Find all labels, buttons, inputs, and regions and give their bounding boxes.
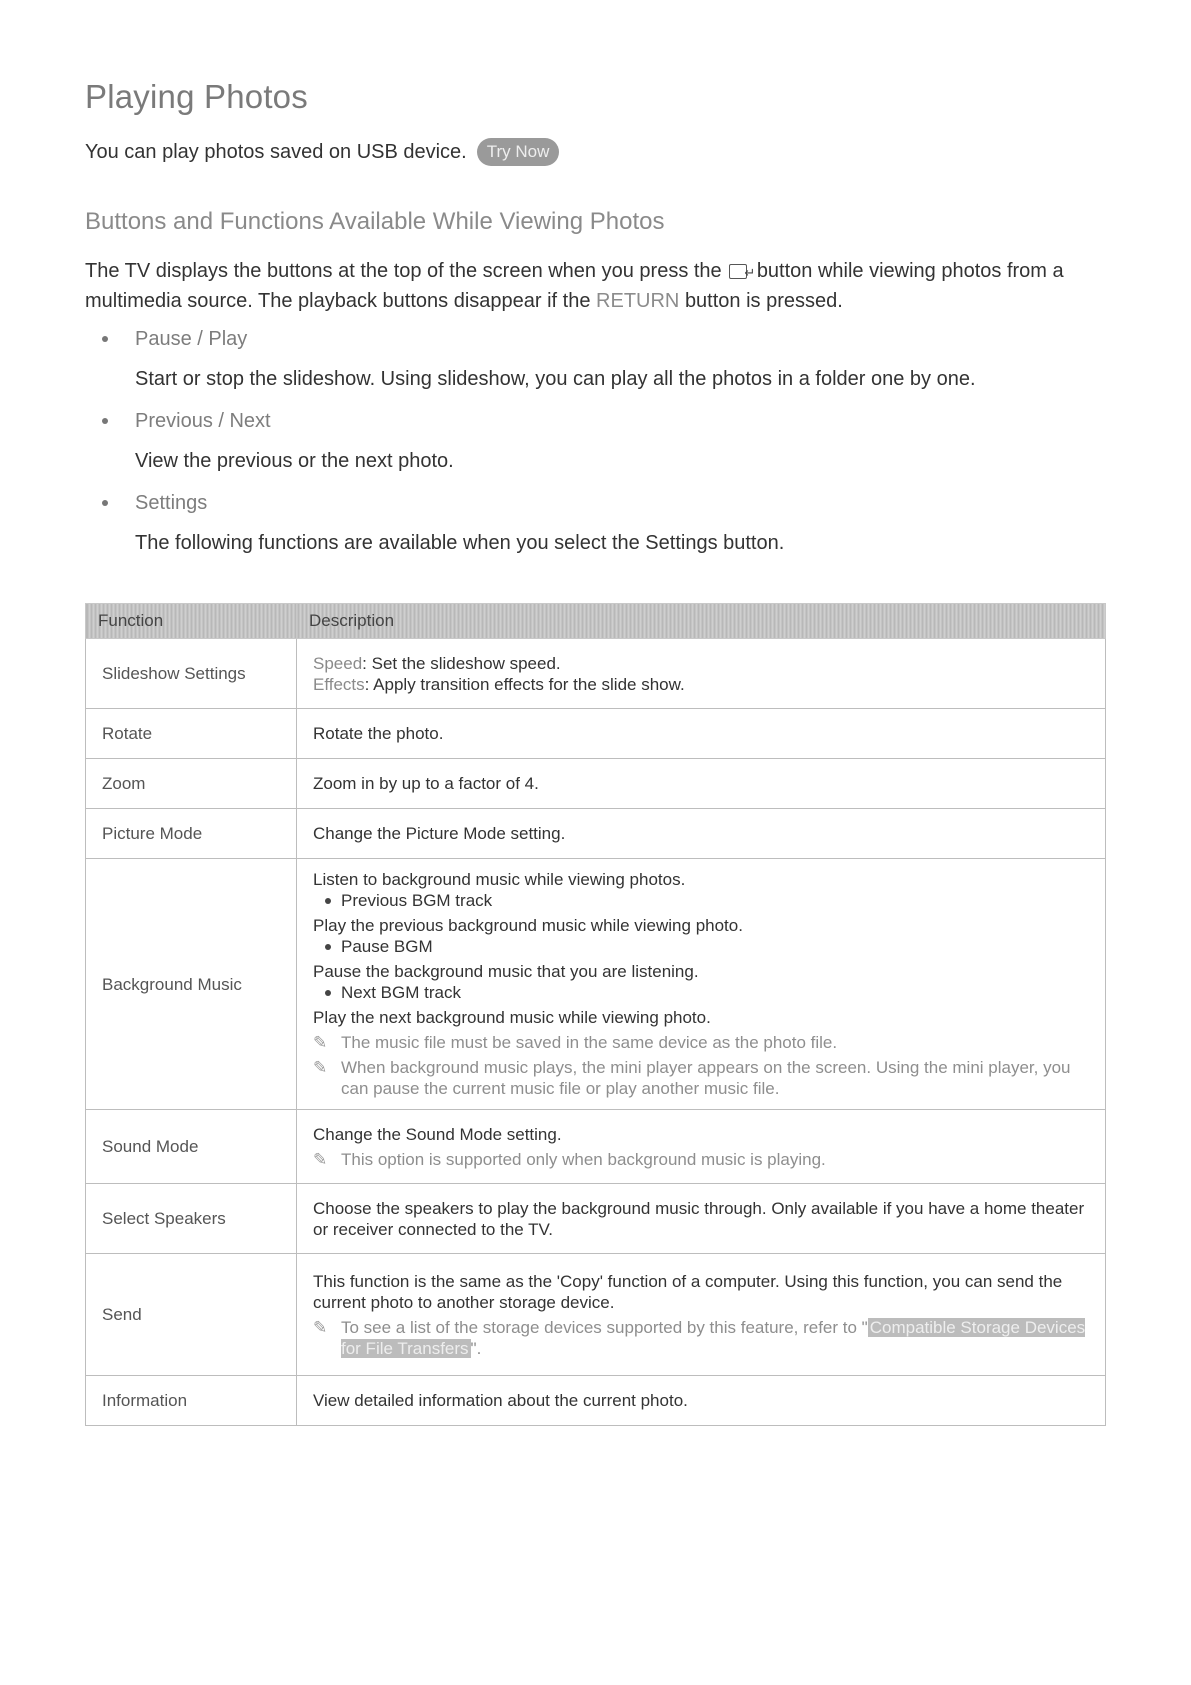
para-part1: The TV displays the buttons at the top of the screen when you press the (85, 260, 722, 282)
bgm-prev-desc: Play the previous background music while viewing photo. (313, 916, 743, 935)
tools-button-icon (729, 264, 747, 279)
item-description: The following functions are available when you select the Settings button. (135, 532, 785, 554)
bgm-pause-label: Pause BGM (313, 936, 1089, 957)
table-row (86, 859, 1106, 1110)
table-row (86, 639, 1106, 709)
function-description (297, 1254, 1106, 1376)
function-description: Change the Picture Mode setting. (297, 809, 1106, 859)
function-description (297, 1110, 1106, 1184)
speed-text: : Set the slideshow speed. (362, 653, 561, 673)
note-text: The music file must be saved in the same device as the photo file. (341, 1033, 838, 1052)
function-name: Sound Mode (86, 1110, 297, 1184)
table-row (86, 1110, 1106, 1184)
intro-line (85, 138, 1107, 166)
function-name: Send (86, 1254, 297, 1376)
note-text: This option is supported only when background music is playing. (341, 1149, 826, 1169)
item-description: View the previous or the next photo. (135, 450, 454, 472)
note-text-end: ". (470, 1338, 482, 1358)
pencil-icon: ✎ (313, 1317, 328, 1337)
description-text: Change the Sound Mode setting. (313, 1124, 562, 1144)
bullet-icon (102, 336, 108, 342)
pencil-icon: ✎ (313, 1058, 328, 1077)
bgm-next-label: Next BGM track (313, 982, 1089, 1003)
settings-table (85, 603, 1106, 1426)
table-row (86, 759, 1106, 809)
page-content (85, 78, 1107, 570)
function-description: Rotate the photo. (297, 709, 1106, 759)
bgm-prev-label: Previous BGM track (313, 890, 1089, 911)
speed-label: Speed (313, 653, 363, 673)
table-row (86, 1184, 1106, 1254)
function-name: Select Speakers (86, 1184, 297, 1254)
list-item (85, 324, 1107, 394)
function-list (85, 324, 1107, 558)
section-heading: Buttons and Functions Available While Viewing Photos (85, 208, 665, 235)
bullet-icon (102, 500, 108, 506)
function-name: Zoom (86, 759, 297, 809)
intro-text: You can play photos saved on USB device. (85, 140, 467, 163)
function-name: Information (86, 1376, 297, 1426)
header-function: Function (86, 604, 297, 639)
item-title: Settings (135, 492, 208, 514)
note (313, 1149, 1089, 1170)
para-part3: button is pressed. (684, 290, 843, 312)
function-description (297, 859, 1106, 1110)
note (313, 1032, 1089, 1053)
bgm-next-desc: Play the next background music while viewing photo. (313, 1008, 711, 1027)
intro-paragraph (85, 256, 1107, 316)
item-title: Previous / Next (135, 410, 271, 432)
note-text: When background music plays, the mini player appears on the screen. Using the mini player, you can pause the current music file or play another music file. (341, 1058, 1071, 1098)
para-part2: button while viewing photos from a multimedia source. The playback buttons disappear if the (85, 260, 1064, 312)
list-item (85, 406, 1107, 476)
table-row (86, 1376, 1106, 1426)
bullet-icon (102, 418, 108, 424)
page-title: Playing Photos (85, 78, 308, 115)
note (313, 1317, 1089, 1359)
function-description: Choose the speakers to play the background music through. Only available if you have a home theater or receiver connected to the TV. (297, 1184, 1106, 1254)
table-row (86, 809, 1106, 859)
item-title: Pause / Play (135, 328, 248, 350)
function-description (297, 639, 1106, 709)
effects-label: Effects (313, 674, 365, 694)
function-name: Picture Mode (86, 809, 297, 859)
return-label: RETURN (596, 290, 680, 312)
try-now-button[interactable]: Try Now (477, 138, 560, 166)
function-name: Rotate (86, 709, 297, 759)
header-description: Description (297, 604, 1106, 639)
bgm-pause-desc: Pause the background music that you are listening. (313, 962, 699, 981)
function-name: Background Music (86, 859, 297, 1110)
bgm-line1: Listen to background music while viewing photos. (313, 870, 686, 889)
effects-text: : Apply transition effects for the slide show. (364, 674, 685, 694)
compatible-storage-link[interactable]: Compatible Storage Devices for File Transfers (341, 1317, 1086, 1358)
note-text: To see a list of the storage devices supported by this feature, refer to " (341, 1317, 868, 1337)
description-text: This function is the same as the 'Copy' function of a computer. Using this function, you can send the current photo to another storage device. (313, 1271, 1063, 1312)
table-row (86, 1254, 1106, 1376)
pencil-icon: ✎ (313, 1033, 328, 1052)
function-description: View detailed information about the current photo. (297, 1376, 1106, 1426)
note (313, 1057, 1089, 1099)
function-name: Slideshow Settings (86, 639, 297, 709)
table-header-row (86, 604, 1106, 639)
table-row (86, 709, 1106, 759)
function-description: Zoom in by up to a factor of 4. (297, 759, 1106, 809)
pencil-icon: ✎ (313, 1149, 328, 1169)
item-description: Start or stop the slideshow. Using slideshow, you can play all the photos in a folder one by one. (135, 368, 976, 390)
list-item (85, 488, 1107, 558)
